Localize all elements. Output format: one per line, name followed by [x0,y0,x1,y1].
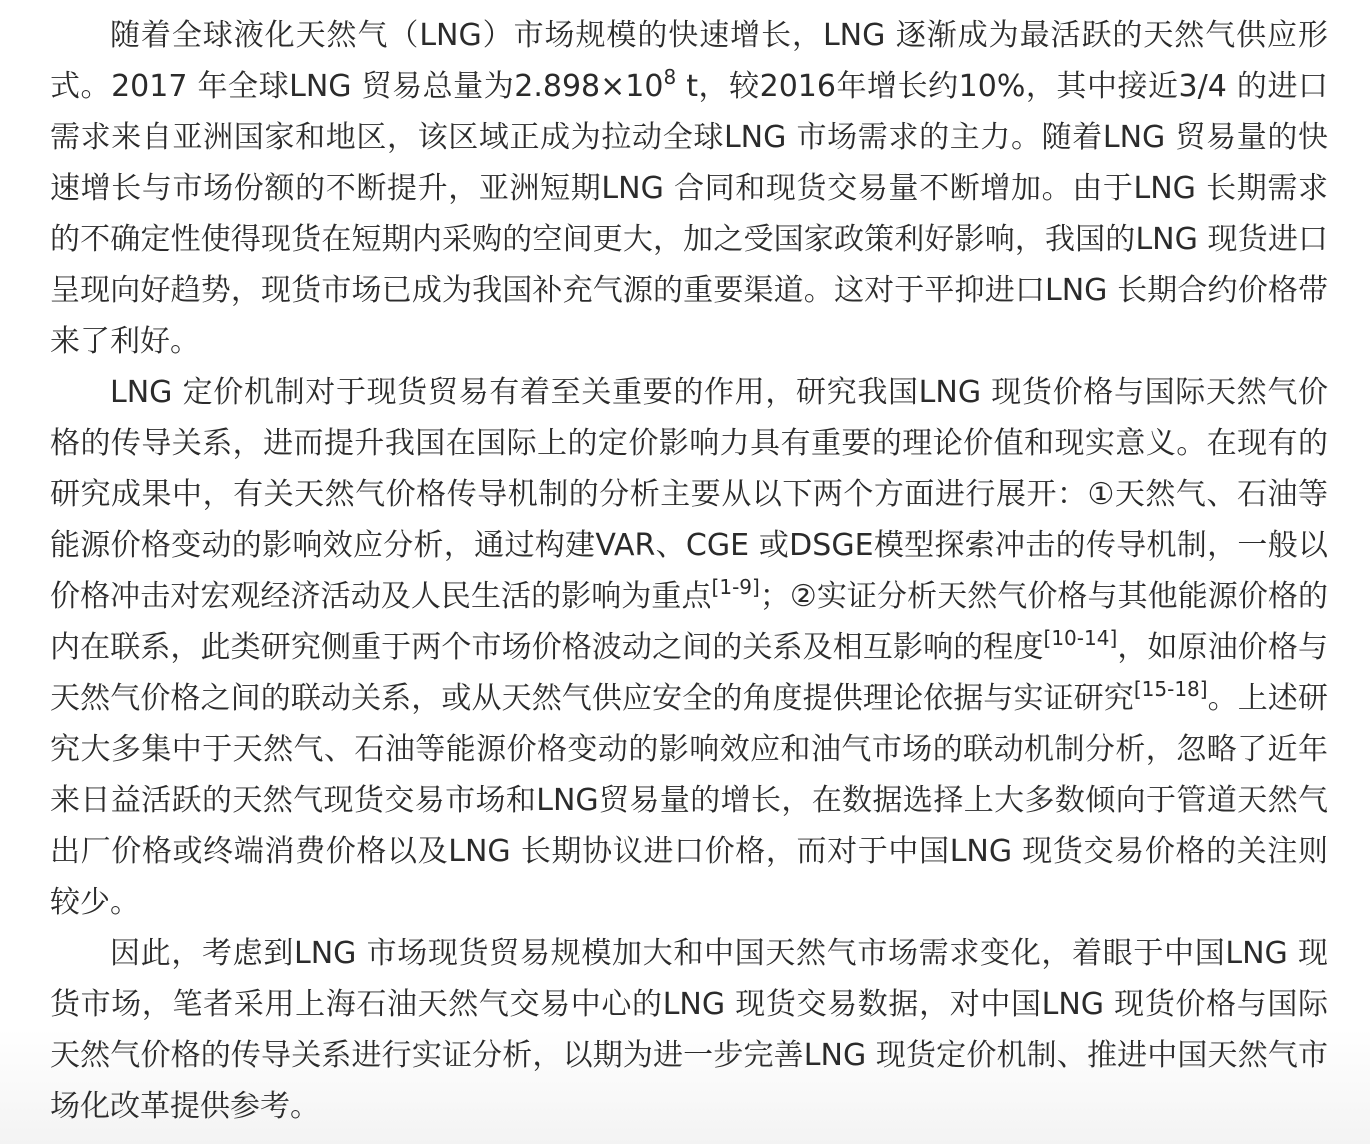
paragraph-3-text: 因此，考虑到LNG 市场现货贸易规模加大和中国天然气市场需求变化，着眼于中国LNG 现货市场，笔者采用上海石油天然气交易中心的LNG 现货交易数据，对中国LNG 现货价格与国际天然气价格的传导关系进行实证分析，以期为进一步完善LNG 现货定价机制、推进中国天然气市场化改革提供参考。 [50,936,1328,1124]
citation-15-18: [15-18] [1133,677,1208,701]
citation-10-14: [10-14] [1043,626,1118,650]
citation-1-9: [1-9] [711,575,760,599]
paragraph-2-text-a: LNG 定价机制对于现货贸易有着至关重要的作用，研究我国LNG 现货价格与国际天然气价格的传导关系，进而提升我国在国际上的定价影响力具有重要的理论价值和现实意义。在现有的研究成果中，有关天然气价格传导机制的分析主要从以下两个方面进行展开：①天然气、石油等能源价格变动的影响效应分析，通过构建VAR、CGE 或DSGE模型探索冲击的传导机制，一般以价格冲击对宏观经济活动及人民生活的影响为重点 [50,375,1328,614]
exponent-8: 8 [663,65,677,89]
paragraph-1 [50,10,1328,367]
paragraph-2-text-d: 。上述研究大多集中于天然气、石油等能源价格变动的影响效应和油气市场的联动机制分析，忽略了近年来日益活跃的天然气现货交易市场和LNG贸易量的增长，在数据选择上大多数倾向于管道天然气出厂价格或终端消费价格以及LNG 长期协议进口价格，而对于中国LNG 现货交易价格的关注则较少。 [50,681,1329,920]
paragraph-1-text-a: 随着全球液化天然气（LNG）市场规模的快速增长，LNG 逐渐成为最活跃的天然气供应形式。2017 年全球LNG 贸易总量为2.898×10 [50,18,1328,104]
paragraph-2 [50,367,1328,928]
paragraph-3 [50,928,1328,1132]
paragraph-2-text-c: ，如原油价格与天然气价格之间的联动关系，或从天然气供应安全的角度提供理论依据与实证研究 [50,630,1329,716]
paragraph-2-text-b: ；②实证分析天然气价格与其他能源价格的内在联系，此类研究侧重于两个市场价格波动之间的关系及相互影响的程度 [50,579,1328,665]
document-body [50,10,1328,1132]
paragraph-1-text-b: t，较2016年增长约10%，其中接近3/4 的进口需求来自亚洲国家和地区，该区域正成为拉动全球LNG 市场需求的主力。随着LNG 贸易量的快速增长与市场份额的不断提升，亚洲短期LNG 合同和现货交易量不断增加。由于LNG 长期需求的不确定性使得现货在短期内采购的空间更大，加之受国家政策利好影响，我国的LNG 现货进口呈现向好趋势，现货市场已成为我国补充气源的重要渠道。这对于平抑进口LNG 长期合约价格带来了利好。 [50,69,1328,359]
